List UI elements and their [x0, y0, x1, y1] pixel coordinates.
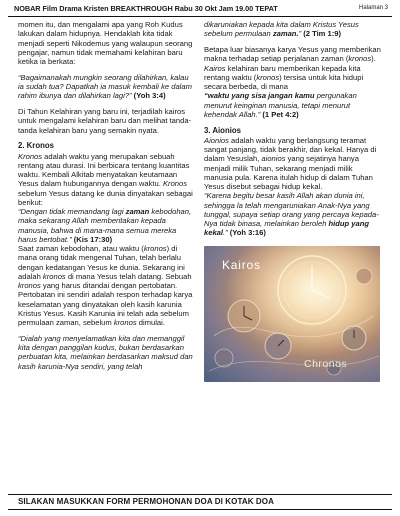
quote-text: ” — [257, 109, 261, 119]
text: yang harus ditandai dengan pertobatan. Pertobatan ini sendiri adalah respon terhadap karya keselamatan yang dinyatakan oleh kasih karunia Kristus Yesus. Kasih Karunia ini telah ada sebelum permulaan zaman, sebelum — [18, 281, 193, 327]
term: Aionios — [204, 135, 229, 145]
image-label-chronos: Chronos — [304, 357, 348, 370]
scripture-quote — [18, 334, 196, 371]
term: kronos — [256, 72, 280, 82]
text: adalah waktu yang berlangsung teramat sangat panjang, tidak berakhir, dan kekal. Hanya di dalam Yesuslah, — [204, 135, 377, 164]
quote-text: .” — [223, 228, 228, 238]
quote-text: “Dialah yang menyelamatkan kita dan memanggil kita dengan panggilan kudus, bukan berdasarkan perbuatan kita, melainkan berdasarkan maksud dan kasih karunia-Nya sendiri, yang telah — [18, 333, 193, 371]
term: Kronos — [162, 179, 188, 189]
quote-emphasis: zaman — [125, 207, 150, 216]
term: kronos — [143, 244, 167, 253]
quote-reference: (Yoh 3:4) — [131, 91, 166, 101]
page-footer — [8, 494, 392, 510]
term: Kronos — [18, 151, 43, 161]
right-column — [204, 20, 382, 382]
quote-text: “Bagaimanakah mungkin seorang dilahirkan, kalau ia sudah tua? Dapatkah ia masuk kembali ke dalam rahim ibunya dan dilahirkan lagi?” — [18, 72, 192, 101]
quote-reference: (Kis 17:30) — [71, 234, 113, 244]
text: ) tersisa untuk kita hidupi secara berbeda, di mana — [204, 72, 364, 91]
quote-reference: (Yoh 3:16) — [227, 228, 266, 238]
header-title: NOBAR Film Drama Kristen BREAKTHROUGH Rabu 30 Okt Jam 19.00 TEPAT — [14, 4, 278, 13]
left-column — [18, 20, 196, 377]
quote-text: pergunakan menurut keinginan manusia, tetapi menurut kehendak Allah. — [204, 91, 357, 119]
kairos-chronos-image — [204, 246, 380, 382]
quote-text: dikaruniakan kepada kita dalam Kristus Yesus sebelum permulaan — [204, 20, 359, 39]
scripture-quote — [18, 73, 196, 101]
term: kronos — [348, 54, 372, 64]
footer-text: SILAKAN MASUKKAN FORM PERMOHONAN DOA DI KOTAK DOA — [18, 497, 275, 506]
scripture-quote — [204, 91, 382, 119]
paragraph — [18, 244, 196, 327]
term: Kairos — [204, 63, 226, 73]
text: yang sejatinya hanya menjadi milik Tuhan, sekarang menjadi milik manusia pula. Karena itulah hidup di dalam Tuhan Yesus disebut sebagai hidup kekal. — [204, 154, 373, 191]
quote-text: “Karena begitu besar kasih Allah akan dunia ini, sehingga la telah mengaruniakan Anak-Nya yang tunggal, supaya setiap orang yang percaya kepada-Nya tidak binasa, melainkan beroleh — [204, 191, 379, 228]
text: sebelum Yesus datang ke dunia dinyatakan sebagai berikut: — [18, 188, 193, 207]
page-header — [8, 3, 392, 17]
quote-text: ” — [298, 29, 302, 39]
section-heading: 3. Aionios — [204, 125, 241, 135]
quote-emphasis: “waktu yang sisa jangan kamu — [204, 91, 315, 101]
term: kronos — [18, 281, 41, 290]
text: Betapa luar biasanya karya Yesus yang memberikan makna terhadap setiap perjalanan zaman ( — [204, 45, 381, 64]
quote-emphasis: zaman. — [272, 29, 299, 39]
scripture-quote — [18, 207, 196, 244]
page-number: Halaman 3 — [358, 5, 388, 11]
quote-text: “Dengan tidak memandang lagi — [18, 207, 126, 216]
scripture-quote — [204, 20, 382, 39]
quote-reference: (2 Tim 1:9) — [301, 29, 342, 39]
quote-reference: (1 Pet 4:2) — [260, 109, 299, 119]
text: dimulai. — [136, 318, 165, 327]
text: ) di mana orang tidak mengenal Tuhan, telah berlalu dengan kedatangan Yesus ke dunia. Sekarang ini adalah — [18, 244, 185, 281]
paragraph: momen itu, dan mengalami apa yang Roh Kudus lakukan dalam hidupnya. Hendaklah kita tidak menjadi seperti Nikodemus yang walaupun seorang pengajar, namun tidak memahami kelahiran baru ketika ia berkata: — [18, 20, 193, 66]
section-heading: 2. Kronos — [18, 141, 54, 151]
scripture-quote — [204, 191, 382, 237]
text: adalah waktu yang merupakan sebuah rentang atau durasi. Ini berbicara tentang kuantitas waktu. Kembali Alkitab menyatakan keutamaan Yesus dalam hubungannya dengan waktu. — [18, 151, 190, 189]
quote-emphasis: hidup yang kekal — [204, 219, 370, 238]
paragraph — [18, 152, 196, 208]
term: kronos — [42, 271, 66, 281]
term: kronos — [113, 318, 137, 327]
text: ). — [371, 54, 376, 64]
term: aionios — [261, 154, 286, 164]
paragraph — [204, 45, 382, 91]
image-label-kairos: Kairos — [222, 257, 261, 272]
paragraph: Di Tahun Kelahiran yang baru ini, terjadilah kairos untuk mengalami kelahiran baru dan melihat tanda-tanda kelahiran baru yang semakin nyata. — [18, 107, 192, 135]
text: Saat zaman kebodohan, atau waktu ( — [18, 244, 144, 253]
text: di mana Yesus telah datang. Sebuah — [65, 271, 192, 281]
paragraph — [204, 136, 382, 192]
quote-text: kebodohan, maka sekarang Allah memberitakan kepada manusia, bahwa di mana-mana semua mereka harus bertobat.” — [18, 207, 192, 244]
text: kelahiran baru memberikan kepada kita rentang waktu ( — [204, 63, 361, 82]
